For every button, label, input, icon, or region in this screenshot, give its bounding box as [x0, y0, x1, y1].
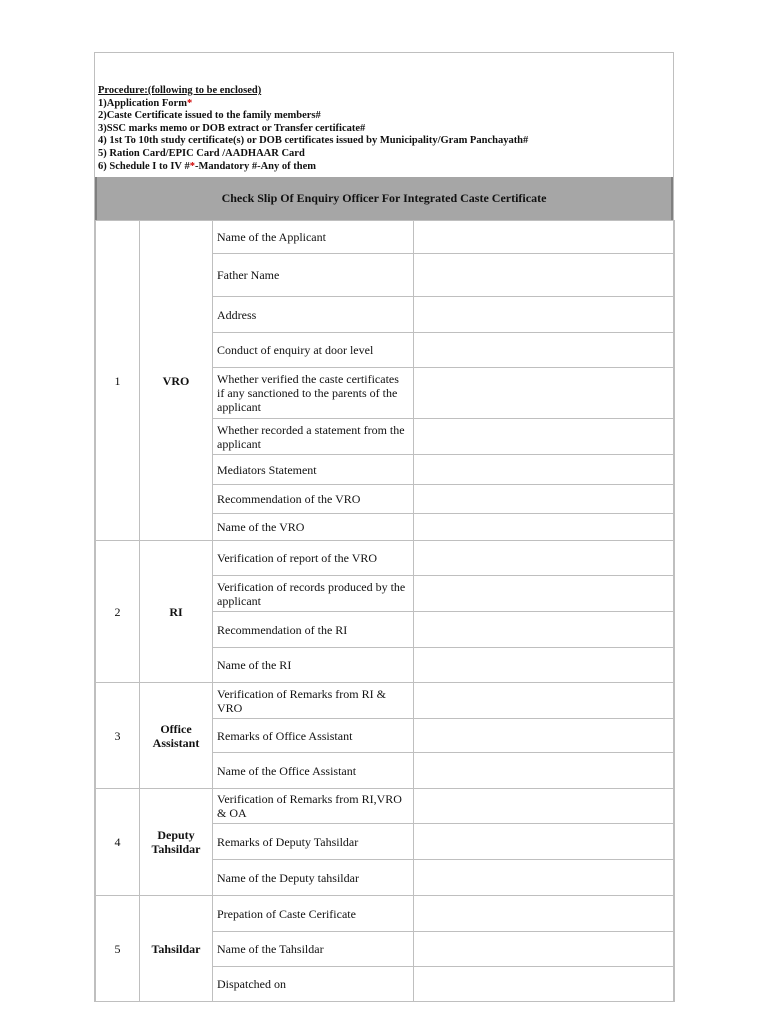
section-role: Office Assistant — [140, 683, 213, 789]
entry-cell[interactable] — [414, 860, 675, 896]
item-label: Address — [213, 297, 414, 333]
entry-cell[interactable] — [414, 221, 675, 254]
entry-cell[interactable] — [414, 333, 675, 368]
item-label: Recommendation of the VRO — [213, 485, 414, 514]
procedure-line-5: 5) Ration Card/EPIC Card /AADHAAR Card — [98, 147, 305, 159]
mandatory-star: * — [186, 97, 193, 109]
item-label: Prepation of Caste Cerificate — [213, 896, 414, 932]
item-label: Verification of Remarks from RI,VRO & OA — [213, 789, 414, 824]
table-row — [96, 221, 675, 254]
entry-cell[interactable] — [414, 824, 675, 860]
check-slip-table — [95, 220, 675, 1002]
item-label: Remarks of Office Assistant — [213, 719, 414, 753]
procedure-line-4: 4) 1st To 10th study certificate(s) or DOB certificates issued by Municipality/Gram Panchayath# — [98, 135, 529, 147]
entry-cell[interactable] — [414, 932, 675, 967]
item-label: Verification of records produced by the applicant — [213, 576, 414, 612]
item-label: Remarks of Deputy Tahsildar — [213, 824, 414, 860]
item-label: Name of the VRO — [213, 514, 414, 541]
section-role: RI — [140, 541, 213, 683]
entry-cell[interactable] — [414, 368, 675, 419]
item-label: Recommendation of the RI — [213, 612, 414, 648]
procedure-title: Procedure:(following to be enclosed) — [98, 85, 262, 96]
entry-cell[interactable] — [414, 576, 675, 612]
entry-cell[interactable] — [414, 297, 675, 333]
entry-cell[interactable] — [414, 648, 675, 683]
item-label: Name of the Tahsildar — [213, 932, 414, 967]
entry-cell[interactable] — [414, 896, 675, 932]
item-label: Dispatched on — [213, 967, 414, 1002]
entry-cell[interactable] — [414, 789, 675, 824]
section-number: 1 — [96, 221, 140, 541]
entry-cell[interactable] — [414, 455, 675, 485]
item-label: Mediators Statement — [213, 455, 414, 485]
item-label: Name of the Office Assistant — [213, 753, 414, 789]
entry-cell[interactable] — [414, 254, 675, 297]
table-row — [96, 541, 675, 576]
item-label: Whether recorded a statement from the applicant — [213, 419, 414, 455]
entry-cell[interactable] — [414, 612, 675, 648]
section-number: 2 — [96, 541, 140, 683]
item-label: Conduct of enquiry at door level — [213, 333, 414, 368]
procedure-line-6 — [98, 161, 528, 174]
section-number: 4 — [96, 789, 140, 896]
entry-cell[interactable] — [414, 753, 675, 789]
item-label: Name of the RI — [213, 648, 414, 683]
check-slip-banner — [95, 177, 673, 220]
table-row — [96, 896, 675, 932]
section-role: Tahsildar — [140, 896, 213, 1002]
entry-cell[interactable] — [414, 683, 675, 719]
procedure-block — [98, 85, 528, 173]
procedure-line-3: 3)SSC marks memo or DOB extract or Transfer certificate# — [98, 122, 366, 134]
section-number: 3 — [96, 683, 140, 789]
item-label: Name of the Deputy tahsildar — [213, 860, 414, 896]
item-label: Verification of Remarks from RI & VRO — [213, 683, 414, 719]
table-row — [96, 683, 675, 719]
section-role: VRO — [140, 221, 213, 541]
item-label: Verification of report of the VRO — [213, 541, 414, 576]
entry-cell[interactable] — [414, 419, 675, 455]
item-label: Whether verified the caste certificates if any sanctioned to the parents of the applicant — [213, 368, 414, 419]
section-number: 5 — [96, 896, 140, 1002]
entry-cell[interactable] — [414, 514, 675, 541]
entry-cell[interactable] — [414, 719, 675, 753]
section-role: Deputy Tahsildar — [140, 789, 213, 896]
item-label: Father Name — [213, 254, 414, 297]
check-slip-title: Check Slip Of Enquiry Officer For Integrated Caste Certificate — [221, 191, 547, 205]
procedure-line-6-text: 6) Schedule I to IV # — [98, 160, 190, 172]
procedure-line-1 — [98, 98, 528, 111]
procedure-line-6-legend: -Mandatory #-Any of them — [194, 160, 316, 172]
entry-cell[interactable] — [414, 967, 675, 1002]
entry-cell[interactable] — [414, 485, 675, 514]
mandatory-star: * — [189, 160, 195, 172]
item-label: Name of the Applicant — [213, 221, 414, 254]
entry-cell[interactable] — [414, 541, 675, 576]
table-row — [96, 789, 675, 824]
procedure-line-2: 2)Caste Certificate issued to the family members# — [98, 110, 321, 122]
procedure-line-1-text: 1)Application Form — [98, 97, 187, 109]
